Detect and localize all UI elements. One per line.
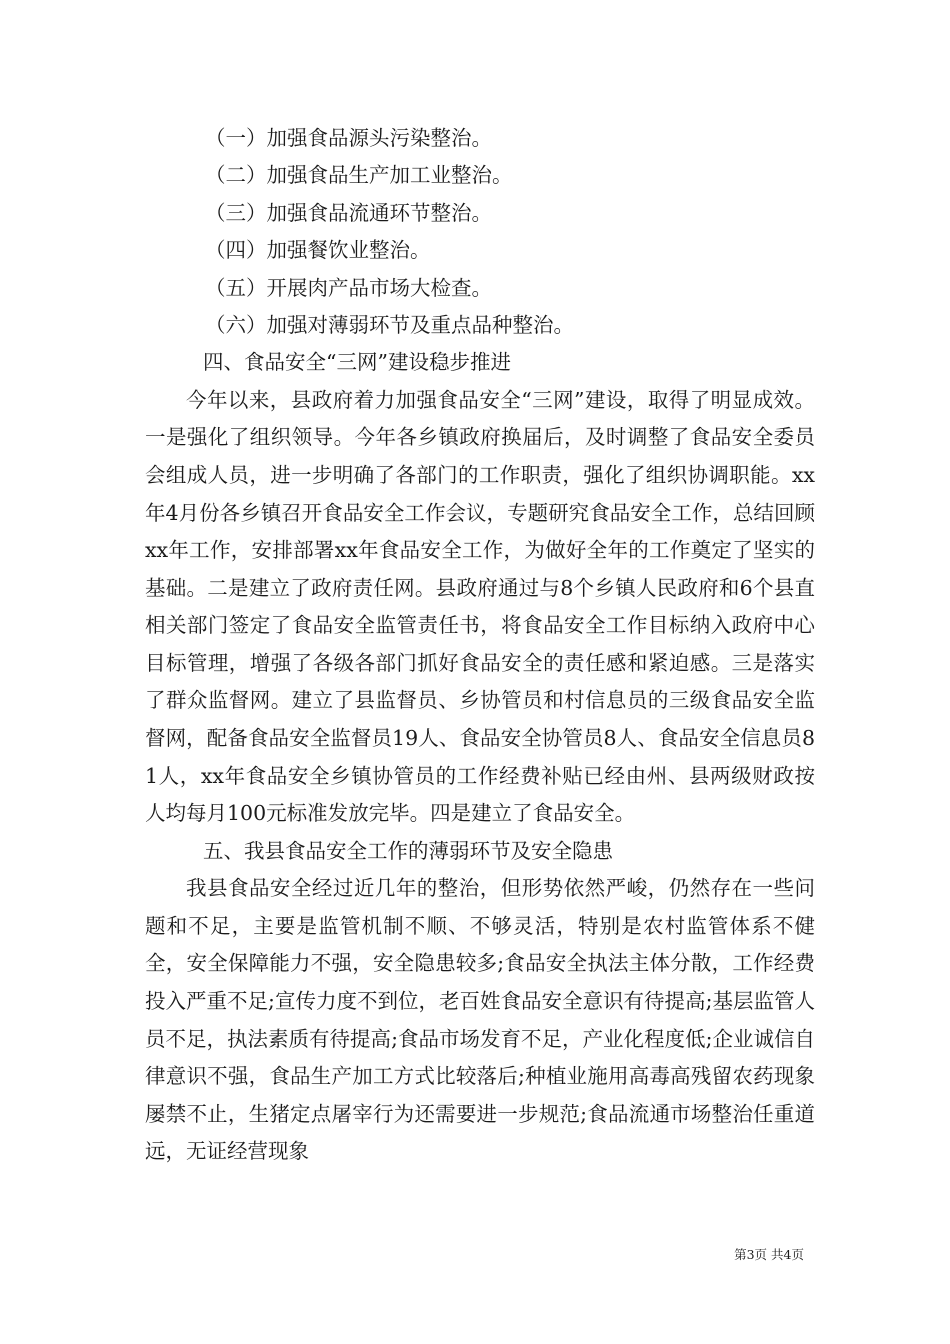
section-heading-4: 四、食品安全“三网”建设稳步推进 [203,350,511,375]
list-item: （五）开展肉产品市场大检查。 [205,275,492,300]
document-body [145,120,815,1171]
page-number-footer [734,1245,804,1263]
section-heading-5: 五、我县食品安全工作的薄弱环节及安全隐患 [203,838,613,863]
footer-middle: 页 共 [754,1247,784,1262]
section-paragraph-4: 今年以来，县政府着力加强食品安全“三网”建设，取得了明显成效。一是强化了组织领导。今年各乡镇政府换届后，及时调整了食品安全委员会组成人员，进一步明确了各部门的工作职责，强化了组织协调职能。xx年4月份各乡镇召开食品安全工作会议，专题研究食品安全工作，总结回顾xx年工作，安排部署xx年食品安全工作，为做好全年的工作奠定了坚实的基础。二是建立了政府责任网。县政府通过与8个乡镇人民政府和6个县直相关部门签定了食品安全监管责任书，将食品安全工作目标纳入政府中心目标管理，增强了各级各部门抓好食品安全的责任感和紧迫感。三是落实了群众监督网。建立了县监督员、乡协管员和村信息员的三级食品安全监督网，配备食品安全监督员19人、食品安全协管员8人、食品安全信息员81人，xx年食品安全乡镇协管员的工作经费补贴已经由州、县两级财政按人均每月100元标准发放完毕。四是建立了食品安全。 [145,387,815,826]
list-item: （四）加强餐饮业整治。 [205,238,431,263]
list-item: （二）加强食品生产加工业整治。 [205,163,513,188]
list-item: （一）加强食品源头污染整治。 [205,126,492,150]
footer-prefix: 第 [734,1247,747,1262]
footer-current-page: 3 [746,1247,755,1262]
list-item: （三）加强食品流通环节整治。 [205,200,492,225]
footer-total-pages: 4 [783,1247,792,1262]
footer-suffix: 页 [791,1247,804,1262]
section-paragraph-5: 我县食品安全经过近几年的整治，但形势依然严峻，仍然存在一些问题和不足，主要是监管机制不顺、不够灵活，特别是农村监管体系不健全，安全保障能力不强，安全隐患较多;食品安全执法主体分散，工作经费投入严重不足;宣传力度不到位，老百姓食品安全意识有待提高;基层监管人员不足，执法素质有待提高;食品市场发育不足，产业化程度低;企业诚信自律意识不强，食品生产加工方式比较落后;种植业施用高毒高残留农药现象屡禁不止，生猪定点屠宰行为还需要进一步规范;食品流通市场整治任重道远，无证经营现象 [145,876,815,1164]
list-item: （六）加强对薄弱环节及重点品种整治。 [205,312,574,337]
